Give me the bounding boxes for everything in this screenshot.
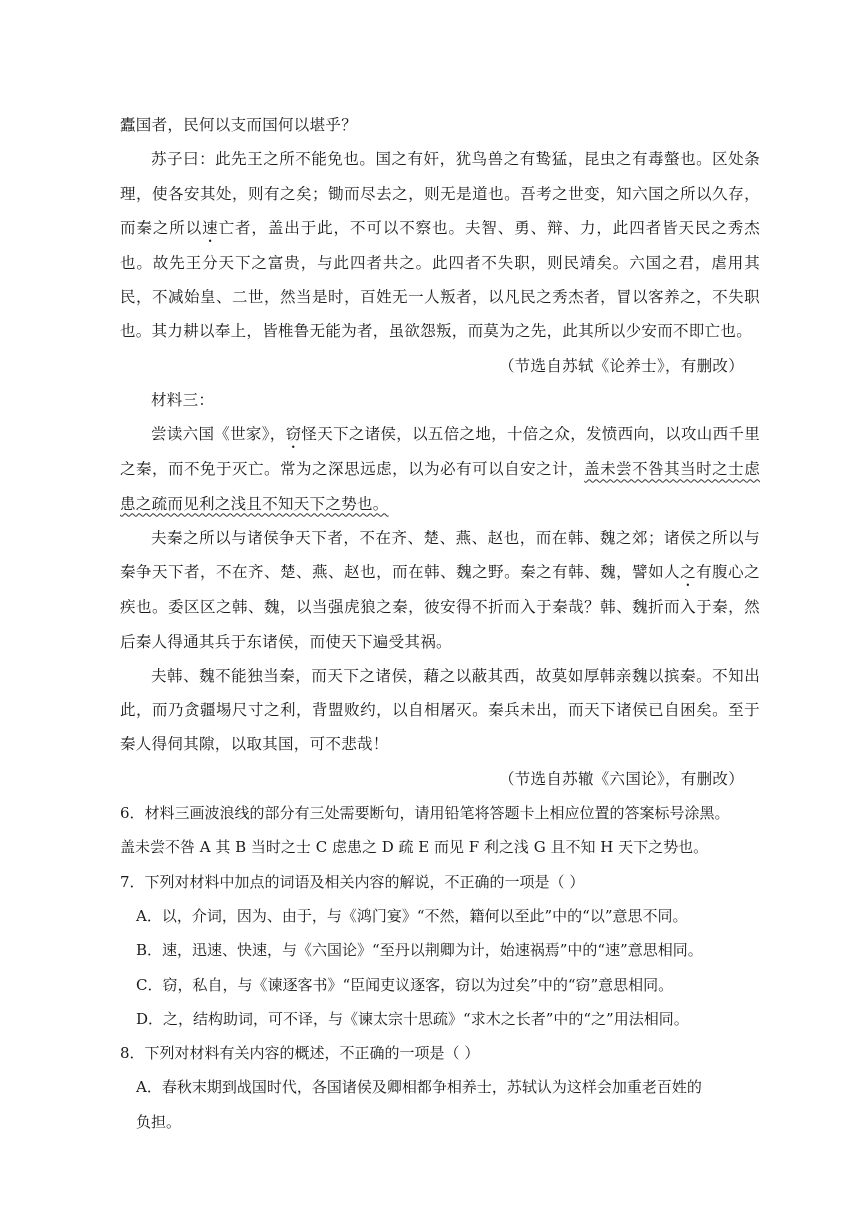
question-6-sentence: 盖未尝不咎 A 其 B 当时之士 C 虑患之 D 疏 E 而见 F 利之浅 G 且不知 H 天下之势也。 (120, 838, 709, 857)
wavy-underlined-text: 盖未尝不咎其当时之士虑患之疏而见利之浅且不知天下之势也。 (120, 460, 760, 513)
question-7-option-a: A．以，介词，因为、由于，与《鸿门宴》“不然，籍何以至此”中的“以”意思不同。 (136, 906, 688, 925)
question-7-option-b: B．速，迅速、快速，与《六国论》“至丹以荆卿为计，始速祸焉”中的“速”意思相同。 (136, 941, 703, 960)
text-span: 夫秦之所以与诸侯争天下者，不在齐、楚、燕、赵也，而在韩、魏之郊；诸侯之所以与秦争天下者，不在齐、楚、燕、赵也，而在韩、魏之野。秦之有韩、魏，譬如人 (120, 528, 760, 582)
text-span: 尝读六国《世家》， (151, 425, 286, 444)
dotted-word: 之 (680, 563, 697, 582)
material3-paragraph-3: 夫韩、魏不能独当秦，而天下之诸侯，藉之以蔽其西，故莫如厚韩亲魏以摈秦。不知出此，而乃贪疆埸尺寸之利，背盟败约，以自相屠灭。秦兵未出，而天下诸侯已自困矣。至于秦人得伺其隙，以取其国，可不悲哉！ (120, 666, 760, 754)
material2-line0: 蠹国者，民何以支而国何以堪乎？ (120, 116, 358, 134)
dotted-word: 速 (202, 218, 219, 237)
text-span: 亡者，盖出于此，不可以不察也。夫智、勇、辩、力，此四者皆天民之秀杰也。故先王分天下之富贵，与此四者共之。此四者不失职，则民靖矣。六国之君，虐用其民，不减始皇、二世，然当是时，百姓无一人叛者，以凡民之秀杰者，冒以客养之，不失职也。其力耕以奉上，皆椎鲁无能为者，虽欲怨叛，而莫为之先，此其所以少安而不即亡也。 (120, 218, 760, 341)
material3-paragraph-2 (120, 521, 760, 659)
material3-source: （节选自苏辙《六国论》，有删改） (498, 769, 744, 788)
text-span: 苏子曰：此先王之所不能免也。国之有奸，犹鸟兽之有鸷猛，昆虫之有毒螫也。区处条理，使各安其处，则有之矣；锄而尽去之，则无是道也。吾考之世变，知六国之所以久存，而秦之所以 (120, 150, 760, 237)
question-7: 7．下列对材料中加点的词语及相关内容的解说，不正确的一项是（ ） (120, 872, 585, 891)
dotted-word: 窃 (285, 425, 302, 444)
questions (106, 796, 760, 1139)
question-6: 6．材料三画波浪线的部分有三处需要断句，请用铅笔将答题卡上相应位置的答案标号涂黑。 (120, 804, 730, 823)
material3-paragraph-1 (120, 417, 760, 521)
text-span: 有腹心之疾也。委区区之韩、魏，以当强虎狼之秦，彼安得不折而入于秦哉？韩、魏折而入于秦，然后秦人得通其兵于东诸侯，而使天下遍受其祸。 (120, 563, 760, 651)
question-8-option-a-cont: 负担。 (136, 1112, 182, 1131)
material2-paragraph (120, 142, 760, 348)
question-8-option-a: A．春秋末期到战国时代，各国诸侯及卿相都争相养士，苏轼认为这样会加重老百姓的 (136, 1078, 702, 1097)
question-7-option-c: C．窃，私自，与《谏逐客书》“臣闻吏议逐客，窃以为过矣”中的“窃”意思相同。 (136, 975, 674, 994)
material2-source: （节选自苏轼《论养士》，有删改） (498, 356, 744, 375)
question-7-option-d: D．之，结构助词，可不译，与《谏太宗十思疏》“求木之长者”中的“之”用法相同。 (136, 1009, 689, 1028)
question-8: 8．下列对材料有关内容的概述，不正确的一项是（ ） (120, 1044, 480, 1063)
material3-heading: 材料三： (151, 391, 215, 410)
text-span: 怪天下之诸侯，以五倍之地，十倍之众，发愤西向，以攻山西千里之秦，而不免于灭亡。常为之深思远虑，以为必有可以自安之计， (120, 425, 760, 479)
